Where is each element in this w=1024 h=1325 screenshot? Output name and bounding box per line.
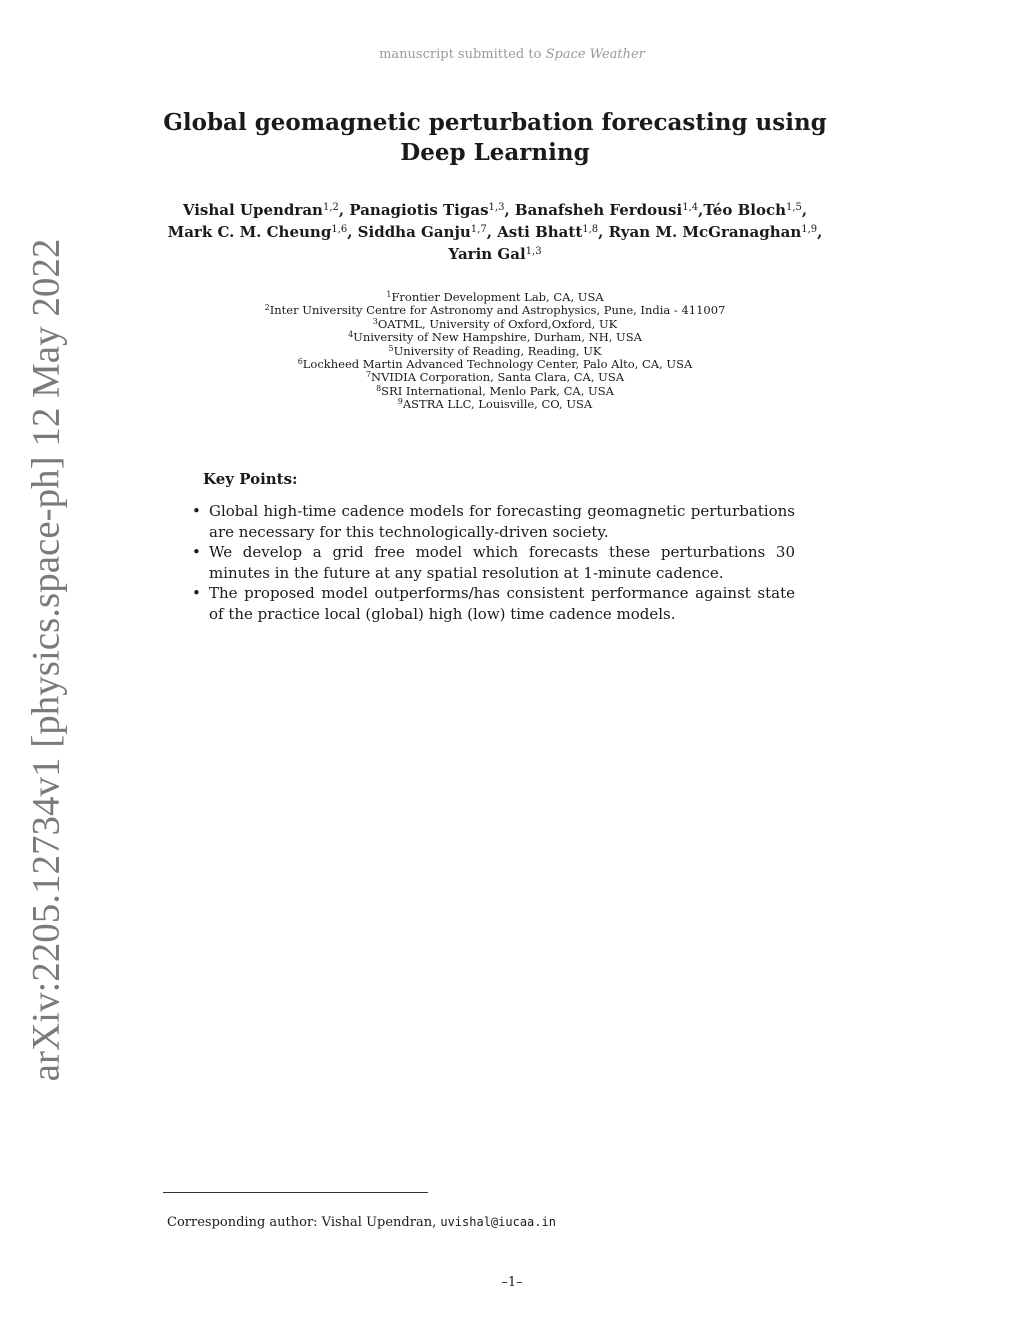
author-7: [497, 223, 608, 241]
author-1: [183, 201, 349, 219]
page-number: –1–: [501, 1275, 523, 1290]
affiliation-number: 1: [386, 290, 392, 299]
author-name: Banafsheh Ferdousi: [514, 201, 683, 219]
key-points-list: [190, 501, 795, 624]
author-name: Asti Bhatt: [497, 223, 583, 241]
affiliation-list: [150, 291, 840, 412]
author-9: [448, 245, 541, 263]
affiliation-number: 4: [348, 330, 354, 340]
key-point-item: [190, 583, 795, 624]
author-separator: ,: [347, 223, 358, 241]
affiliation-7: [150, 371, 840, 384]
author-4: [703, 201, 807, 219]
author-name: Ryan M. McGranaghan: [608, 223, 802, 241]
paper-title: [150, 108, 840, 168]
author-affiliation-marks: 1,3: [488, 202, 505, 213]
author-separator: ,: [817, 223, 823, 241]
author-6: [358, 223, 497, 241]
affiliation-text: Lockheed Martin Advanced Technology Center, Palo Alto, CA, USA: [302, 357, 693, 372]
footnote-label: Corresponding author: Vishal Upendran,: [167, 1215, 437, 1230]
author-name: Vishal Upendran: [182, 201, 323, 219]
author-2: [349, 201, 515, 219]
key-point-item: [190, 542, 795, 583]
author-separator: ,: [338, 201, 350, 219]
author-affiliation-marks: 1,5: [786, 202, 802, 213]
author-affiliation-marks: 1,8: [582, 224, 599, 235]
author-affiliation-marks: 1,4: [682, 202, 699, 213]
title-line-2: Deep Learning: [400, 139, 590, 166]
affiliation-number: 3: [372, 316, 378, 326]
affiliation-number: 9: [397, 397, 403, 407]
affiliation-number: 2: [264, 303, 270, 313]
author-separator: ,: [698, 201, 704, 219]
author-5: [168, 223, 358, 241]
affiliation-text: SRI International, Menlo Park, CA, USA: [381, 383, 614, 398]
journal-name: Space Weather: [545, 47, 645, 62]
corresponding-author-footnote: [167, 1215, 556, 1230]
affiliation-text: University of Reading, Reading, UK: [393, 343, 602, 358]
author-affiliation-marks: 1,2: [322, 202, 339, 213]
affiliation-text: University of New Hampshire, Durham, NH, USA: [353, 330, 642, 345]
affiliation-number: 8: [376, 383, 382, 393]
author-3: [515, 201, 703, 219]
affiliation-1: [150, 291, 840, 304]
bullet-icon: •: [192, 543, 201, 561]
affiliation-number: 6: [297, 357, 303, 367]
author-affiliation-marks: 1,6: [331, 224, 348, 235]
affiliation-text: OATML, University of Oxford,Oxford, UK: [377, 316, 618, 331]
author-affiliation-marks: 1,3: [525, 246, 542, 257]
author-8: [609, 223, 823, 241]
key-points-heading: Key Points:: [203, 470, 298, 488]
affiliation-4: [150, 331, 840, 344]
author-list: [150, 199, 840, 265]
author-name: Yarin Gal: [448, 245, 526, 263]
title-line-1: Global geomagnetic perturbation forecasting using: [163, 109, 827, 136]
author-affiliation-marks: 1,7: [470, 224, 487, 235]
running-head-prefix: manuscript submitted to: [379, 47, 542, 62]
affiliation-5: [150, 345, 840, 358]
key-point-item: [190, 501, 795, 542]
author-separator: ,: [598, 223, 609, 241]
affiliation-number: 5: [388, 343, 394, 353]
author-email: uvishal@iucaa.in: [440, 1215, 556, 1229]
running-head: [0, 47, 1024, 62]
key-point-text: The proposed model outperforms/has consistent performance against state of the practice local (global) high (low) time cadence models.: [209, 584, 795, 623]
affiliation-8: [150, 385, 840, 398]
arxiv-identifier: arXiv:2205.12734v1 [physics.space-ph] 12 May 2022: [24, 238, 68, 1082]
affiliation-2: [150, 304, 840, 317]
author-separator: ,: [801, 201, 808, 219]
footnote-divider: [163, 1192, 428, 1193]
bullet-icon: •: [192, 502, 201, 520]
affiliation-9: [150, 398, 840, 411]
bullet-icon: •: [192, 584, 201, 602]
author-name: Siddha Ganju: [357, 223, 471, 241]
affiliation-text: NVIDIA Corporation, Santa Clara, CA, USA: [371, 370, 625, 385]
affiliation-text: Inter University Centre for Astronomy and Astrophysics, Pune, India - 411007: [269, 303, 726, 318]
author-name: Mark C. M. Cheung: [167, 223, 332, 241]
affiliation-text: ASTRA LLC, Louisville, CO, USA: [402, 397, 593, 412]
key-point-text: Global high-time cadence models for forecasting geomagnetic perturbations are necessary for this technologically-driven society.: [209, 502, 795, 541]
author-separator: ,: [486, 223, 498, 241]
key-point-text: We develop a grid free model which forecasts these perturbations 30 minutes in the future at any spatial resolution at 1-minute cadence.: [209, 543, 795, 582]
author-name: Téo Bloch: [703, 201, 786, 219]
author-affiliation-marks: 1,9: [801, 224, 818, 235]
author-name: Panagiotis Tigas: [349, 201, 489, 219]
affiliation-3: [150, 318, 840, 331]
affiliation-6: [150, 358, 840, 371]
affiliation-number: 7: [365, 370, 372, 380]
affiliation-text: Frontier Development Lab, CA, USA: [391, 290, 604, 304]
author-separator: ,: [504, 201, 515, 219]
